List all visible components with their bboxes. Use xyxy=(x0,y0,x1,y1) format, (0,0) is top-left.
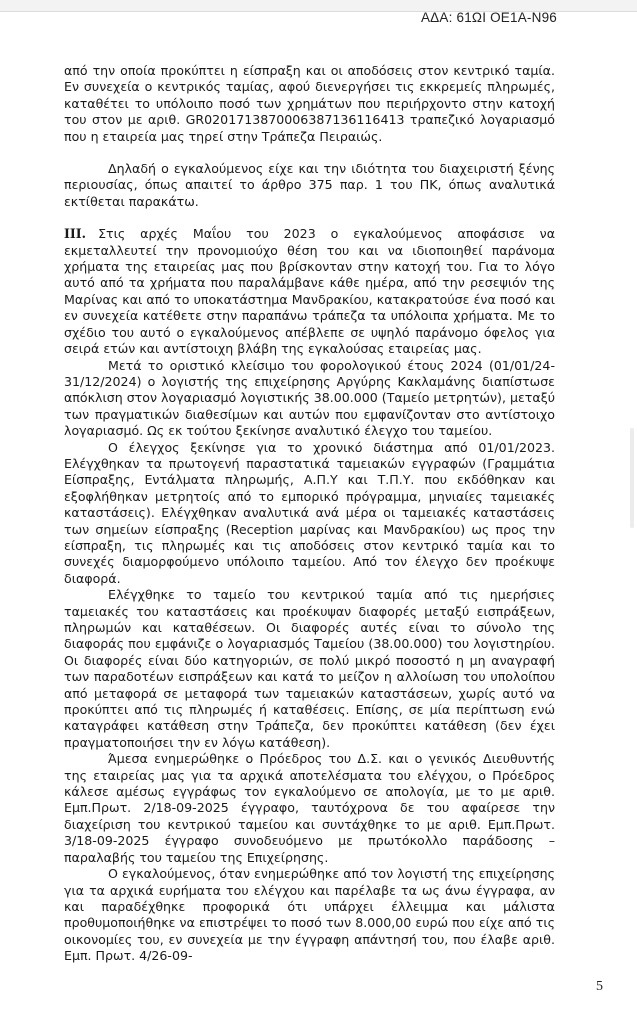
paragraph-6: Ελέγχθηκε το ταμείο του κεντρικού ταμία από τις ημερήσιες ταμειακές του καταστάσεις και προέκυψαν διαφορές μεταξύ εισπράξεων, πληρωμών και καταθέσεων. Οι διαφορές αυτές είναι το σύνολο της διαφοράς που εμφάνιζε ο λογαριασμός Ταμείου (38.00.000) του λογιστηρίου. Οι διαφορές είναι δύο κατηγοριών, σε πολύ μικρό ποσοστό η μη αναγραφή των παραδοτέων εισπράξεων και κατά το μείζον η αλλοίωση του υπολοίπου από μεταφορά σε μεταφορά των ταμειακών καταστάσεων, χωρίς αυτό να προκύπτει από τις πληρωμές ή καταθέσεις. Επίσης, σε μία περίπτωση ενώ καταγράφει κατάθεση στην Τράπεζα, δεν προκύπτει κατάθεση (δεν έχει πραγματοποιήσει την εν λόγω κατάθεση). xyxy=(64,587,555,750)
page-number: 5 xyxy=(596,979,603,994)
paragraph-4: Μετά το οριστικό κλείσιμο του φορολογικού έτους 2024 (01/01/24-31/12/2024) ο λογιστής της επιχείρησης Αργύρης Κακλαμάνης διαπίστωσε απόκλιση στον λογαριασμό λογιστικής 38.00.000 (Ταμείο μετρητών), μεταξύ των πραγματικών διαθεσίμων και αυτών που εμφανίζονταν στο αντίστοιχο λογαριασμό. Ως εκ τούτου ξεκίνησε αναλυτικό έλεγχο του ταμείου. xyxy=(64,357,555,439)
paragraph-5: Ο έλεγχος ξεκίνησε για το χρονικό διάστημα από 01/01/2023. Ελέγχθηκαν τα πρωτογενή παραστατικά ταμειακών εγγραφών (Γραμμάτια Είσπραξης, Εντάλματα πληρωμής, Α.Π.Υ και Τ.Π.Υ. που εκδόθηκαν και εξοφλήθηκαν μετρητοίς από το εμπορικό πρόγραμμα, μηνιαίες ταμειακές καταστάσεις). Ελέγχθηκαν αναλυτικά ανά μέρα οι ταμειακές καταστάσεις των σημείων είσπραξης (Reception μαρίνας και Μανδρακίου) ως προς την είσπραξη, τις πληρωμές και τις αποδόσεις στον κεντρικό ταμία και το συνεχές διαμορφούμενο υπόλοιπο ταμείου. Από τον έλεγχο δεν προέκυψε διαφορά. xyxy=(64,439,555,586)
paragraph-7: Άμεσα ενημερώθηκε ο Πρόεδρος του Δ.Σ. και ο γενικός Διευθυντής της εταιρείας μας για τα αρχικά αποτελέσματα του ελέγχου, ο Πρόεδρος κάλεσε αμέσως εγγράφως τον εγκαλούμενο σε απολογία, με το με αριθ. Εμπ.Πρωτ. 2/18-09-2025 έγγραφο, ταυτόχρονα δε του αφαίρεσε την διαχείριση του κεντρικού ταμείου και συντάχθηκε το με αριθ. Εμπ.Πρωτ. 3/18-09-2025 έγγραφο συνοδευόμενο με πρωτόκολλο παράδοσης – παραλαβής του ταμείου της Επιχείρησης. xyxy=(64,751,555,865)
document-page xyxy=(64,63,555,965)
ada-document-code: ΑΔΑ: 61ΩΙ ΟΕ1Α-Ν96 xyxy=(420,10,557,25)
paragraph-1: από την οποία προκύπτει η είσπραξη και οι αποδόσεις στον κεντρικό ταμία. Εν συνεχεία ο κεντρικός ταμίας, αφού διενεργήσει τις εκκρεμείς πληρωμές, καταθέτει το υπόλοιπο ποσό των χρημάτων που περιήρχοντο στην κατοχή του στον με αριθ. GR0201713870006387136116413 τραπεζικό λογαριασμό που η εταιρεία μας τηρεί στην Τράπεζα Πειραιώς. xyxy=(64,63,555,144)
section-number: III. xyxy=(64,226,87,242)
paragraph-3: Στις αρχές Μαΐου του 2023 ο εγκαλούμενος αποφάσισε να εκμεταλλευτεί την προνομιούχο θέση του και να ιδιοποιηθεί παράνομα χρήματα της εταιρείας μας που βρίσκονταν στην κατοχή του. Για το λόγο αυτό από τα χρήματα που παραλάμβανε κάθε ημέρα, από την ρεσεψιόν της Μαρίνας και από το υποκατάστημα Μανδρακίου, κατακρατούσε ένα ποσό και εν συνεχεία κατέθετε στην παραπάνω τράπεζα τα υπόλοιπα χρήματα. Με το σχέδιο του αυτό ο εγκαλούμενος απέβλεπε σε υψηλό παράνομο όφελος για σειρά ετών και αντίστοιχη βλάβη της εγκαλούσας εταιρείας μας. xyxy=(64,226,555,357)
vertical-scrollbar[interactable] xyxy=(630,428,634,528)
paragraph-8: Ο εγκαλούμενος, όταν ενημερώθηκε από τον λογιστή της επιχείρησης για τα αρχικά ευρήματα του ελέγχου και παρέλαβε τα ως άνω έγγραφα, αν και παραδέχθηκε προφορικά ότι υπάρχει έλλειμμα και μάλιστα προθυμοποιήθηκε να επιστρέψει το ποσό των 8.000,00 ευρώ που είχε από τις οικονομίες του, εν συνεχεία με την έγγραφη απάντησή του, που έλαβε αριθ. Εμπ. Πρωτ. 4/26-09- xyxy=(64,866,555,964)
paragraph-2: Δηλαδή ο εγκαλούμενος είχε και την ιδιότητα του διαχειριστή ξένης περιουσίας, όπως απαιτεί το άρθρο 375 παρ. 1 του ΠΚ, όπως αναλυτικά εκτίθεται παρακάτω. xyxy=(64,161,555,209)
section-iii-paragraph xyxy=(64,226,555,357)
